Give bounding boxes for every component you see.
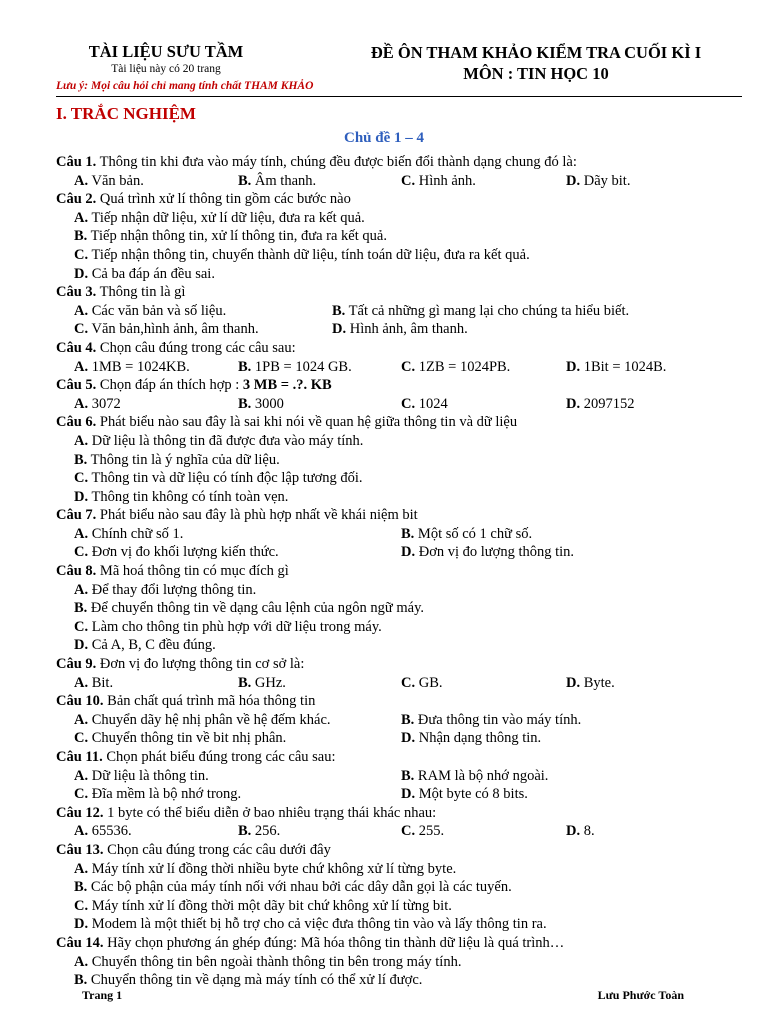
option-text: Các văn bản và số liệu.: [88, 302, 227, 319]
answer-option: [74, 618, 382, 637]
answer-option: [401, 822, 444, 841]
option-key: A.: [74, 358, 89, 375]
option-text: Thông tin không có tính toàn vẹn.: [88, 488, 289, 505]
option-text: 1024: [415, 395, 448, 412]
option-row: [56, 636, 746, 655]
answer-option: [74, 488, 288, 507]
option-row: [56, 395, 746, 414]
option-text: Chuyển thông tin về dạng mà máy tính có thể xử lí được.: [87, 972, 423, 989]
option-text: Nhận dạng thông tin.: [415, 730, 542, 747]
option-text: Modem là một thiết bị hỗ trợ cho cả việc đưa thông tin vào và lấy thông tin ra.: [88, 916, 547, 933]
option-key: D.: [74, 637, 89, 654]
option-text: Hình ảnh.: [415, 172, 476, 189]
option-text: GB.: [415, 674, 443, 691]
option-row: [56, 878, 746, 897]
question: [56, 562, 746, 581]
question-text: Bản chất quá trình mã hóa thông tin: [103, 693, 316, 710]
question: [56, 804, 746, 823]
answer-option: [74, 878, 512, 897]
answer-option: [401, 525, 532, 544]
option-row: [56, 246, 746, 265]
option-key: D.: [401, 786, 416, 803]
answer-option: [74, 451, 280, 470]
option-key: B.: [238, 358, 252, 375]
option-key: D.: [401, 730, 416, 747]
question-label: Câu 3.: [56, 284, 97, 301]
option-key: B.: [74, 451, 88, 468]
option-text: Máy tính xử lí đồng thời một dãy bit chứ không xử lí từng bit.: [88, 897, 452, 914]
answer-option: [74, 172, 144, 191]
option-key: A.: [74, 711, 89, 728]
answer-option: [74, 227, 387, 246]
question-label: Câu 5.: [56, 377, 97, 394]
option-text: 1PB = 1024 GB.: [251, 358, 352, 375]
option-key: D.: [74, 488, 89, 505]
answer-option: [74, 581, 256, 600]
option-key: A.: [74, 432, 89, 449]
question: [56, 376, 746, 395]
question-label: Câu 6.: [56, 414, 97, 431]
question: [56, 413, 746, 432]
option-key: A.: [74, 953, 89, 970]
option-row: [56, 320, 746, 339]
option-key: B.: [74, 879, 88, 896]
question: [56, 841, 746, 860]
question: [56, 190, 746, 209]
option-row: [56, 302, 746, 321]
answer-option: [238, 358, 352, 377]
question-label: Câu 12.: [56, 804, 104, 821]
option-key: A.: [74, 823, 89, 840]
option-key: C.: [401, 674, 416, 691]
option-row: [56, 785, 746, 804]
question-text: Phát biểu nào sau đây là phù hợp nhất về khái niệm bit: [96, 507, 418, 524]
option-key: C.: [74, 897, 89, 914]
option-key: C.: [401, 395, 416, 412]
question-text: Chọn đáp án thích hợp :: [96, 377, 243, 394]
answer-option: [74, 543, 279, 562]
answer-option: [401, 729, 541, 748]
question-text: Đơn vị đo lượng thông tin cơ sở là:: [96, 656, 305, 673]
option-key: C.: [401, 172, 416, 189]
option-key: A.: [74, 209, 89, 226]
option-key: B.: [238, 172, 252, 189]
question-text: Mã hoá thông tin có mục đích gì: [96, 563, 289, 580]
option-text: Một số có 1 chữ số.: [414, 525, 533, 542]
answer-option: [74, 785, 241, 804]
answer-option: [401, 395, 448, 414]
option-row: [56, 674, 746, 693]
option-text: Tiếp nhận dữ liệu, xử lí dữ liệu, đưa ra kết quả.: [88, 209, 365, 226]
option-text: 256.: [251, 823, 281, 840]
option-key: A.: [74, 172, 89, 189]
answer-option: [74, 636, 216, 655]
option-row: [56, 915, 746, 934]
answer-option: [401, 767, 548, 786]
question-label: Câu 7.: [56, 507, 97, 524]
answer-option: [401, 711, 581, 730]
option-key: C.: [74, 544, 89, 561]
question: [56, 153, 746, 172]
option-text: 8.: [580, 823, 595, 840]
subject-title: MÔN : TIN HỌC 10: [463, 64, 609, 83]
author-name: Lưu Phước Toàn: [597, 988, 684, 1002]
option-row: [56, 525, 746, 544]
option-text: Thông tin và dữ liệu có tính độc lập tương đối.: [88, 470, 363, 487]
option-text: Dữ liệu là thông tin.: [88, 767, 209, 784]
option-key: B.: [74, 228, 88, 245]
answer-option: [74, 860, 456, 879]
option-text: Cả A, B, C đều đúng.: [88, 637, 216, 654]
question-formula: 3 MB = .?. KB: [242, 377, 332, 394]
option-key: C.: [74, 786, 89, 803]
option-text: 3000: [251, 395, 284, 412]
option-row: [56, 822, 746, 841]
answer-option: [74, 209, 365, 228]
option-text: 255.: [415, 823, 445, 840]
option-row: [56, 618, 746, 637]
question-label: Câu 11.: [56, 749, 103, 765]
answer-option: [74, 729, 286, 748]
option-key: A.: [74, 525, 89, 542]
question: [56, 655, 746, 674]
section-title: I. TRẮC NGHIỆM: [56, 104, 196, 123]
answer-option: [74, 432, 363, 451]
option-text: RAM là bộ nhớ ngoài.: [414, 767, 549, 784]
question-label: Câu 2.: [56, 191, 97, 208]
option-text: Đưa thông tin vào máy tính.: [414, 711, 582, 728]
answer-option: [566, 395, 634, 414]
option-key: D.: [566, 823, 581, 840]
answer-option: [74, 525, 183, 544]
question-text: Chọn phát biểu đúng trong các câu sau:: [102, 749, 336, 765]
option-key: A.: [74, 674, 89, 691]
question-text: Thông tin khi đưa vào máy tính, chúng đều được biến đổi thành dạng chung đó là:: [96, 154, 577, 170]
option-key: A.: [74, 767, 89, 784]
option-text: 2097152: [580, 395, 635, 412]
option-text: Văn bản.: [88, 172, 144, 189]
answer-option: [238, 395, 284, 414]
answer-option: [401, 358, 510, 377]
answer-option: [74, 599, 424, 618]
option-text: Làm cho thông tin phù hợp với dữ liệu trong máy.: [88, 618, 382, 635]
answer-option: [238, 172, 316, 191]
option-key: C.: [401, 358, 416, 375]
option-text: 1ZB = 1024PB.: [415, 358, 511, 375]
option-text: Để thay đổi lượng thông tin.: [88, 581, 257, 598]
option-key: D.: [401, 544, 416, 561]
option-text: Âm thanh.: [251, 172, 317, 189]
answer-option: [74, 822, 132, 841]
answer-option: [74, 302, 226, 321]
header-left-title: TÀI LIỆU SƯU TẦM: [88, 42, 244, 61]
answer-option: [74, 265, 215, 284]
option-text: 65536.: [88, 823, 132, 840]
option-row: [56, 209, 746, 228]
option-text: Văn bản,hình ảnh, âm thanh.: [88, 321, 259, 338]
question-label: Câu 10.: [56, 693, 104, 710]
option-row: [56, 599, 746, 618]
answer-option: [74, 246, 530, 265]
option-key: D.: [566, 674, 581, 691]
answer-option: [74, 953, 461, 972]
header-left-subtitle: Tài liệu này có 20 trang: [111, 63, 221, 75]
option-text: Byte.: [580, 674, 615, 691]
option-key: C.: [74, 321, 89, 338]
option-row: [56, 451, 746, 470]
question-label: Câu 8.: [56, 563, 97, 580]
question-list: [56, 153, 746, 990]
option-key: D.: [566, 172, 581, 189]
option-row: [56, 860, 746, 879]
answer-option: [401, 543, 574, 562]
answer-option: [74, 897, 452, 916]
option-key: C.: [74, 470, 89, 487]
option-text: Hình ảnh, âm thanh.: [346, 321, 468, 338]
option-text: Chuyển thông tin bên ngoài thành thông tin bên trong máy tính.: [88, 953, 462, 970]
option-row: [56, 711, 746, 730]
option-text: 3072: [88, 395, 121, 412]
answer-option: [401, 674, 443, 693]
question: [56, 283, 746, 302]
question: [56, 748, 746, 767]
header-right: [330, 42, 742, 84]
question-text: 1 byte có thể biểu diễn ở bao nhiêu trạng thái khác nhau:: [103, 804, 437, 821]
answer-option: [566, 172, 630, 191]
question-label: Câu 4.: [56, 339, 97, 356]
answer-option: [566, 822, 595, 841]
question-text: Chọn câu đúng trong các câu dưới đây: [103, 841, 331, 858]
option-key: A.: [74, 581, 89, 598]
option-text: 1Bit = 1024B.: [580, 358, 667, 375]
answer-option: [401, 785, 528, 804]
question-text: Quá trình xử lí thông tin gồm các bước nào: [96, 191, 351, 208]
option-text: GHz.: [251, 674, 286, 691]
option-row: [56, 432, 746, 451]
option-text: Chính chữ số 1.: [88, 525, 184, 542]
option-row: [56, 897, 746, 916]
question-text: Hãy chọn phương án ghép đúng: Mã hóa thông tin thành dữ liệu là quá trình…: [103, 934, 565, 951]
option-key: C.: [74, 246, 89, 263]
question-label: Câu 1.: [56, 154, 97, 170]
option-text: Đơn vị đo lượng thông tin.: [415, 544, 575, 561]
header-divider: [56, 96, 742, 97]
topic-title: Chủ đề 1 – 4: [343, 130, 425, 146]
option-key: D.: [332, 321, 347, 338]
option-row: [56, 358, 746, 377]
option-text: 1MB = 1024KB.: [88, 358, 190, 375]
option-row: [56, 265, 746, 284]
answer-option: [238, 674, 286, 693]
answer-option: [74, 469, 363, 488]
option-text: Máy tính xử lí đồng thời nhiều byte chứ không xử lí từng byte.: [88, 860, 457, 877]
option-row: [56, 488, 746, 507]
option-key: B.: [332, 302, 346, 319]
option-row: [56, 172, 746, 191]
exam-title: ĐỀ ÔN THAM KHẢO KIỂM TRA CUỐI KÌ I: [370, 43, 702, 62]
option-text: Chuyển dãy hệ nhị phân về hệ đếm khác.: [88, 711, 331, 728]
option-text: Đơn vị đo khối lượng kiến thức.: [88, 544, 279, 561]
option-key: D.: [566, 358, 581, 375]
option-row: [56, 581, 746, 600]
option-row: [56, 953, 746, 972]
option-key: B.: [74, 600, 88, 617]
answer-option: [74, 674, 113, 693]
reference-note: Lưu ý: Mọi câu hỏi chỉ mang tính chất THAM KHẢO: [56, 80, 314, 92]
option-row: [56, 767, 746, 786]
option-key: B.: [401, 711, 415, 728]
answer-option: [566, 358, 666, 377]
answer-option: [74, 767, 209, 786]
option-text: Dãy bit.: [580, 172, 631, 189]
answer-option: [401, 172, 476, 191]
option-text: Đĩa mềm là bộ nhớ trong.: [88, 786, 242, 803]
option-key: B.: [238, 823, 252, 840]
option-text: Tiếp nhận thông tin, xử lí thông tin, đưa ra kết quả.: [87, 228, 387, 245]
option-key: C.: [401, 823, 416, 840]
option-text: Tất cả những gì mang lại cho chúng ta hiểu biết.: [345, 302, 630, 319]
option-key: A.: [74, 860, 89, 877]
option-text: Cả ba đáp án đều sai.: [88, 265, 215, 282]
question: [56, 692, 746, 711]
option-text: Để chuyển thông tin về dạng câu lệnh của ngôn ngữ máy.: [87, 600, 424, 617]
answer-option: [74, 971, 422, 990]
question-text: Phát biểu nào sau đây là sai khi nói về quan hệ giữa thông tin và dữ liệu: [96, 414, 518, 431]
answer-option: [332, 302, 629, 321]
option-text: Các bộ phận của máy tính nối với nhau bởi các dây dẫn gọi là các tuyến.: [87, 879, 512, 896]
option-key: D.: [74, 916, 89, 933]
answer-option: [74, 395, 121, 414]
question-label: Câu 9.: [56, 656, 97, 673]
option-row: [56, 227, 746, 246]
option-text: Thông tin là ý nghĩa của dữ liệu.: [87, 451, 280, 468]
option-key: C.: [74, 730, 89, 747]
option-text: Một byte có 8 bits.: [415, 786, 528, 803]
answer-option: [238, 822, 280, 841]
option-row: [56, 469, 746, 488]
option-key: B.: [74, 972, 88, 989]
question-text: Chọn câu đúng trong các câu sau:: [96, 339, 296, 356]
answer-option: [566, 674, 615, 693]
option-key: B.: [238, 674, 252, 691]
option-key: B.: [401, 525, 415, 542]
option-text: Dữ liệu là thông tin đã được đưa vào máy tính.: [88, 432, 364, 449]
option-key: D.: [74, 265, 89, 282]
option-row: [56, 971, 746, 990]
option-text: Tiếp nhận thông tin, chuyển thành dữ liệu, tính toán dữ liệu, đưa ra kết quả.: [88, 246, 530, 263]
header-left: [60, 42, 272, 76]
option-key: A.: [74, 395, 89, 412]
option-row: [56, 543, 746, 562]
option-key: B.: [401, 767, 415, 784]
question: [56, 934, 746, 953]
answer-option: [74, 320, 259, 339]
answer-option: [74, 711, 331, 730]
option-row: [56, 729, 746, 748]
option-key: C.: [74, 618, 89, 635]
option-key: D.: [566, 395, 581, 412]
page-number: Trang 1: [82, 988, 123, 1002]
question-label: Câu 14.: [56, 934, 104, 951]
answer-option: [74, 358, 190, 377]
question-text: Thông tin là gì: [96, 284, 186, 301]
answer-option: [332, 320, 468, 339]
question-label: Câu 13.: [56, 841, 104, 858]
option-key: B.: [238, 395, 252, 412]
option-text: Chuyển thông tin về bit nhị phân.: [88, 730, 287, 747]
option-text: Bit.: [88, 674, 114, 691]
option-key: A.: [74, 302, 89, 319]
question: [56, 506, 746, 525]
answer-option: [74, 915, 547, 934]
question: [56, 339, 746, 358]
